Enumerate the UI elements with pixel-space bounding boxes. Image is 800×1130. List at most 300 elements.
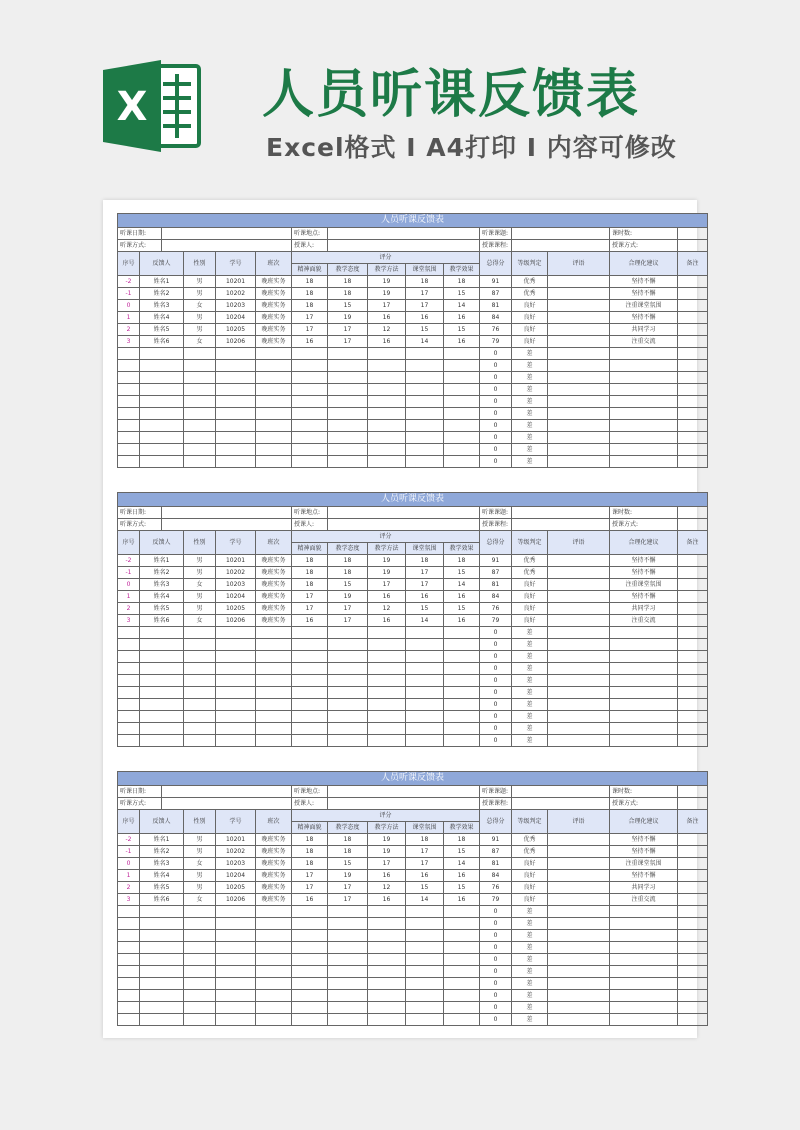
cell-id[interactable] xyxy=(216,918,256,930)
cell-s5[interactable] xyxy=(444,723,480,735)
cell-s2[interactable] xyxy=(328,966,368,978)
cell-comment[interactable] xyxy=(548,384,610,396)
cell-id[interactable] xyxy=(216,966,256,978)
cell-s2[interactable] xyxy=(328,348,368,360)
cell-s3[interactable] xyxy=(368,675,406,687)
cell-s3[interactable] xyxy=(368,954,406,966)
cell-suggest[interactable] xyxy=(610,978,678,990)
cell-s2[interactable] xyxy=(328,930,368,942)
cell-s3[interactable] xyxy=(368,918,406,930)
cell-id[interactable] xyxy=(216,942,256,954)
cell-id[interactable] xyxy=(216,954,256,966)
cell-s5[interactable] xyxy=(444,675,480,687)
cell-s5[interactable] xyxy=(444,699,480,711)
cell-id[interactable] xyxy=(216,651,256,663)
cell-s1[interactable] xyxy=(292,699,328,711)
cell-seq[interactable] xyxy=(118,360,140,372)
cell-suggest[interactable] xyxy=(610,735,678,747)
cell-s3[interactable] xyxy=(368,906,406,918)
cell-id[interactable] xyxy=(216,396,256,408)
cell-comment[interactable] xyxy=(548,300,610,312)
cell-s4[interactable] xyxy=(406,966,444,978)
cell-name[interactable] xyxy=(140,906,184,918)
cell-gender[interactable] xyxy=(184,420,216,432)
cell-s4[interactable] xyxy=(406,918,444,930)
cell-suggest[interactable] xyxy=(610,966,678,978)
cell-s5[interactable] xyxy=(444,966,480,978)
info-place-value[interactable] xyxy=(328,786,480,798)
cell-s2[interactable] xyxy=(328,456,368,468)
cell-note[interactable] xyxy=(678,990,708,1002)
cell-note[interactable] xyxy=(678,276,708,288)
cell-id[interactable] xyxy=(216,930,256,942)
cell-name[interactable] xyxy=(140,384,184,396)
cell-comment[interactable] xyxy=(548,723,610,735)
cell-s4[interactable] xyxy=(406,723,444,735)
cell-comment[interactable] xyxy=(548,954,610,966)
info-course-value[interactable] xyxy=(512,798,610,810)
cell-comment[interactable] xyxy=(548,348,610,360)
cell-s2[interactable] xyxy=(328,1002,368,1014)
cell-s2[interactable] xyxy=(328,735,368,747)
cell-suggest[interactable] xyxy=(610,687,678,699)
cell-s4[interactable] xyxy=(406,699,444,711)
cell-s1[interactable] xyxy=(292,372,328,384)
cell-note[interactable] xyxy=(678,894,708,906)
cell-note[interactable] xyxy=(678,651,708,663)
cell-gender[interactable] xyxy=(184,627,216,639)
cell-comment[interactable] xyxy=(548,846,610,858)
cell-s5[interactable] xyxy=(444,348,480,360)
cell-suggest[interactable] xyxy=(610,663,678,675)
cell-suggest[interactable] xyxy=(610,384,678,396)
cell-suggest[interactable] xyxy=(610,348,678,360)
info-hours-value[interactable] xyxy=(678,786,708,798)
cell-s1[interactable] xyxy=(292,990,328,1002)
cell-comment[interactable] xyxy=(548,930,610,942)
cell-id[interactable] xyxy=(216,687,256,699)
cell-comment[interactable] xyxy=(548,276,610,288)
cell-suggest[interactable] xyxy=(610,930,678,942)
cell-s4[interactable] xyxy=(406,384,444,396)
cell-s3[interactable] xyxy=(368,990,406,1002)
cell-class[interactable] xyxy=(256,372,292,384)
cell-id[interactable] xyxy=(216,978,256,990)
cell-class[interactable] xyxy=(256,918,292,930)
cell-s5[interactable] xyxy=(444,663,480,675)
cell-s2[interactable] xyxy=(328,942,368,954)
cell-s1[interactable] xyxy=(292,1014,328,1026)
cell-s5[interactable] xyxy=(444,456,480,468)
cell-note[interactable] xyxy=(678,882,708,894)
info-teach-method-value[interactable] xyxy=(678,240,708,252)
cell-seq[interactable] xyxy=(118,954,140,966)
cell-suggest[interactable] xyxy=(610,639,678,651)
cell-s1[interactable] xyxy=(292,348,328,360)
cell-s4[interactable] xyxy=(406,396,444,408)
cell-id[interactable] xyxy=(216,408,256,420)
cell-name[interactable] xyxy=(140,942,184,954)
cell-name[interactable] xyxy=(140,408,184,420)
cell-note[interactable] xyxy=(678,930,708,942)
cell-class[interactable] xyxy=(256,930,292,942)
cell-name[interactable] xyxy=(140,918,184,930)
cell-s2[interactable] xyxy=(328,627,368,639)
cell-seq[interactable] xyxy=(118,651,140,663)
cell-comment[interactable] xyxy=(548,456,610,468)
cell-note[interactable] xyxy=(678,723,708,735)
cell-note[interactable] xyxy=(678,978,708,990)
cell-s5[interactable] xyxy=(444,420,480,432)
cell-suggest[interactable] xyxy=(610,1014,678,1026)
cell-s5[interactable] xyxy=(444,918,480,930)
cell-id[interactable] xyxy=(216,639,256,651)
cell-seq[interactable] xyxy=(118,699,140,711)
cell-s4[interactable] xyxy=(406,627,444,639)
cell-suggest[interactable] xyxy=(610,372,678,384)
cell-gender[interactable] xyxy=(184,384,216,396)
cell-s4[interactable] xyxy=(406,651,444,663)
cell-seq[interactable] xyxy=(118,675,140,687)
cell-note[interactable] xyxy=(678,360,708,372)
cell-gender[interactable] xyxy=(184,651,216,663)
cell-s1[interactable] xyxy=(292,432,328,444)
info-method-value[interactable] xyxy=(162,519,292,531)
cell-gender[interactable] xyxy=(184,699,216,711)
cell-name[interactable] xyxy=(140,990,184,1002)
cell-id[interactable] xyxy=(216,735,256,747)
cell-comment[interactable] xyxy=(548,420,610,432)
cell-s1[interactable] xyxy=(292,627,328,639)
cell-note[interactable] xyxy=(678,687,708,699)
cell-class[interactable] xyxy=(256,651,292,663)
cell-note[interactable] xyxy=(678,324,708,336)
cell-class[interactable] xyxy=(256,360,292,372)
cell-class[interactable] xyxy=(256,408,292,420)
cell-s1[interactable] xyxy=(292,663,328,675)
cell-s4[interactable] xyxy=(406,906,444,918)
cell-s5[interactable] xyxy=(444,384,480,396)
cell-s1[interactable] xyxy=(292,651,328,663)
cell-class[interactable] xyxy=(256,1014,292,1026)
cell-gender[interactable] xyxy=(184,723,216,735)
cell-s2[interactable] xyxy=(328,408,368,420)
cell-s3[interactable] xyxy=(368,930,406,942)
cell-comment[interactable] xyxy=(548,834,610,846)
cell-name[interactable] xyxy=(140,711,184,723)
cell-note[interactable] xyxy=(678,288,708,300)
cell-gender[interactable] xyxy=(184,711,216,723)
cell-s5[interactable] xyxy=(444,444,480,456)
info-course-value[interactable] xyxy=(512,519,610,531)
cell-s4[interactable] xyxy=(406,675,444,687)
cell-comment[interactable] xyxy=(548,663,610,675)
cell-s5[interactable] xyxy=(444,408,480,420)
cell-comment[interactable] xyxy=(548,675,610,687)
cell-s1[interactable] xyxy=(292,408,328,420)
cell-seq[interactable] xyxy=(118,444,140,456)
cell-s2[interactable] xyxy=(328,384,368,396)
cell-class[interactable] xyxy=(256,456,292,468)
cell-gender[interactable] xyxy=(184,735,216,747)
cell-s5[interactable] xyxy=(444,360,480,372)
cell-gender[interactable] xyxy=(184,1002,216,1014)
cell-suggest[interactable] xyxy=(610,918,678,930)
cell-seq[interactable] xyxy=(118,372,140,384)
cell-s5[interactable] xyxy=(444,711,480,723)
cell-name[interactable] xyxy=(140,978,184,990)
cell-seq[interactable] xyxy=(118,990,140,1002)
cell-seq[interactable] xyxy=(118,396,140,408)
cell-gender[interactable] xyxy=(184,1014,216,1026)
cell-comment[interactable] xyxy=(548,603,610,615)
cell-suggest[interactable] xyxy=(610,651,678,663)
cell-note[interactable] xyxy=(678,348,708,360)
cell-name[interactable] xyxy=(140,396,184,408)
cell-s1[interactable] xyxy=(292,942,328,954)
cell-s1[interactable] xyxy=(292,687,328,699)
cell-id[interactable] xyxy=(216,723,256,735)
cell-note[interactable] xyxy=(678,384,708,396)
cell-gender[interactable] xyxy=(184,663,216,675)
cell-s2[interactable] xyxy=(328,372,368,384)
cell-suggest[interactable] xyxy=(610,942,678,954)
info-method-value[interactable] xyxy=(162,240,292,252)
cell-s5[interactable] xyxy=(444,627,480,639)
cell-s2[interactable] xyxy=(328,978,368,990)
cell-s3[interactable] xyxy=(368,942,406,954)
cell-class[interactable] xyxy=(256,627,292,639)
cell-seq[interactable] xyxy=(118,930,140,942)
info-date-value[interactable] xyxy=(162,507,292,519)
cell-note[interactable] xyxy=(678,954,708,966)
cell-class[interactable] xyxy=(256,978,292,990)
cell-s2[interactable] xyxy=(328,663,368,675)
cell-note[interactable] xyxy=(678,396,708,408)
cell-gender[interactable] xyxy=(184,687,216,699)
info-place-value[interactable] xyxy=(328,228,480,240)
cell-name[interactable] xyxy=(140,348,184,360)
cell-gender[interactable] xyxy=(184,348,216,360)
cell-seq[interactable] xyxy=(118,432,140,444)
cell-id[interactable] xyxy=(216,990,256,1002)
cell-s3[interactable] xyxy=(368,1002,406,1014)
cell-note[interactable] xyxy=(678,663,708,675)
cell-gender[interactable] xyxy=(184,396,216,408)
cell-seq[interactable] xyxy=(118,1002,140,1014)
cell-s5[interactable] xyxy=(444,651,480,663)
cell-class[interactable] xyxy=(256,942,292,954)
cell-id[interactable] xyxy=(216,627,256,639)
cell-gender[interactable] xyxy=(184,372,216,384)
cell-seq[interactable] xyxy=(118,420,140,432)
cell-s3[interactable] xyxy=(368,372,406,384)
cell-s1[interactable] xyxy=(292,396,328,408)
cell-comment[interactable] xyxy=(548,579,610,591)
cell-note[interactable] xyxy=(678,711,708,723)
cell-id[interactable] xyxy=(216,348,256,360)
info-date-value[interactable] xyxy=(162,786,292,798)
cell-name[interactable] xyxy=(140,687,184,699)
info-hours-value[interactable] xyxy=(678,507,708,519)
info-method-value[interactable] xyxy=(162,798,292,810)
info-teacher-value[interactable] xyxy=(328,798,480,810)
info-topic-value[interactable] xyxy=(512,507,610,519)
cell-s2[interactable] xyxy=(328,918,368,930)
cell-id[interactable] xyxy=(216,1014,256,1026)
cell-seq[interactable] xyxy=(118,735,140,747)
cell-seq[interactable] xyxy=(118,456,140,468)
cell-s4[interactable] xyxy=(406,663,444,675)
cell-s5[interactable] xyxy=(444,396,480,408)
cell-s1[interactable] xyxy=(292,639,328,651)
cell-s5[interactable] xyxy=(444,954,480,966)
cell-seq[interactable] xyxy=(118,906,140,918)
cell-s4[interactable] xyxy=(406,639,444,651)
cell-suggest[interactable] xyxy=(610,444,678,456)
cell-class[interactable] xyxy=(256,444,292,456)
cell-s3[interactable] xyxy=(368,663,406,675)
cell-class[interactable] xyxy=(256,723,292,735)
cell-s4[interactable] xyxy=(406,978,444,990)
cell-s5[interactable] xyxy=(444,978,480,990)
cell-suggest[interactable] xyxy=(610,456,678,468)
cell-class[interactable] xyxy=(256,396,292,408)
cell-s1[interactable] xyxy=(292,456,328,468)
cell-s3[interactable] xyxy=(368,396,406,408)
cell-gender[interactable] xyxy=(184,444,216,456)
cell-seq[interactable] xyxy=(118,918,140,930)
cell-s1[interactable] xyxy=(292,918,328,930)
cell-note[interactable] xyxy=(678,675,708,687)
cell-s3[interactable] xyxy=(368,699,406,711)
cell-s2[interactable] xyxy=(328,639,368,651)
cell-class[interactable] xyxy=(256,711,292,723)
cell-seq[interactable] xyxy=(118,627,140,639)
cell-s4[interactable] xyxy=(406,735,444,747)
cell-name[interactable] xyxy=(140,651,184,663)
cell-gender[interactable] xyxy=(184,456,216,468)
cell-s2[interactable] xyxy=(328,699,368,711)
cell-s1[interactable] xyxy=(292,420,328,432)
cell-s5[interactable] xyxy=(444,942,480,954)
cell-s3[interactable] xyxy=(368,432,406,444)
info-course-value[interactable] xyxy=(512,240,610,252)
cell-s2[interactable] xyxy=(328,687,368,699)
cell-comment[interactable] xyxy=(548,288,610,300)
cell-suggest[interactable] xyxy=(610,432,678,444)
cell-comment[interactable] xyxy=(548,408,610,420)
cell-s1[interactable] xyxy=(292,978,328,990)
cell-suggest[interactable] xyxy=(610,675,678,687)
cell-class[interactable] xyxy=(256,735,292,747)
cell-note[interactable] xyxy=(678,906,708,918)
cell-id[interactable] xyxy=(216,711,256,723)
cell-s4[interactable] xyxy=(406,432,444,444)
cell-note[interactable] xyxy=(678,408,708,420)
cell-note[interactable] xyxy=(678,432,708,444)
cell-seq[interactable] xyxy=(118,1014,140,1026)
cell-note[interactable] xyxy=(678,858,708,870)
cell-gender[interactable] xyxy=(184,990,216,1002)
info-teacher-value[interactable] xyxy=(328,519,480,531)
cell-note[interactable] xyxy=(678,444,708,456)
cell-note[interactable] xyxy=(678,942,708,954)
cell-note[interactable] xyxy=(678,639,708,651)
cell-id[interactable] xyxy=(216,432,256,444)
cell-suggest[interactable] xyxy=(610,990,678,1002)
cell-s2[interactable] xyxy=(328,954,368,966)
cell-name[interactable] xyxy=(140,360,184,372)
cell-note[interactable] xyxy=(678,603,708,615)
cell-class[interactable] xyxy=(256,966,292,978)
cell-seq[interactable] xyxy=(118,408,140,420)
cell-class[interactable] xyxy=(256,420,292,432)
cell-comment[interactable] xyxy=(548,1014,610,1026)
cell-name[interactable] xyxy=(140,420,184,432)
cell-comment[interactable] xyxy=(548,591,610,603)
cell-comment[interactable] xyxy=(548,396,610,408)
cell-comment[interactable] xyxy=(548,942,610,954)
cell-comment[interactable] xyxy=(548,627,610,639)
info-teach-method-value[interactable] xyxy=(678,519,708,531)
cell-s1[interactable] xyxy=(292,444,328,456)
cell-seq[interactable] xyxy=(118,348,140,360)
cell-s3[interactable] xyxy=(368,627,406,639)
cell-name[interactable] xyxy=(140,954,184,966)
cell-s4[interactable] xyxy=(406,420,444,432)
cell-s3[interactable] xyxy=(368,348,406,360)
cell-s3[interactable] xyxy=(368,639,406,651)
cell-s2[interactable] xyxy=(328,723,368,735)
cell-seq[interactable] xyxy=(118,711,140,723)
cell-comment[interactable] xyxy=(548,990,610,1002)
cell-gender[interactable] xyxy=(184,408,216,420)
cell-id[interactable] xyxy=(216,663,256,675)
cell-seq[interactable] xyxy=(118,723,140,735)
cell-note[interactable] xyxy=(678,336,708,348)
cell-gender[interactable] xyxy=(184,966,216,978)
cell-name[interactable] xyxy=(140,663,184,675)
cell-comment[interactable] xyxy=(548,615,610,627)
cell-class[interactable] xyxy=(256,1002,292,1014)
cell-comment[interactable] xyxy=(548,966,610,978)
cell-class[interactable] xyxy=(256,687,292,699)
cell-s4[interactable] xyxy=(406,711,444,723)
cell-suggest[interactable] xyxy=(610,906,678,918)
cell-s1[interactable] xyxy=(292,954,328,966)
cell-comment[interactable] xyxy=(548,870,610,882)
cell-name[interactable] xyxy=(140,675,184,687)
cell-name[interactable] xyxy=(140,1014,184,1026)
cell-s3[interactable] xyxy=(368,384,406,396)
cell-seq[interactable] xyxy=(118,978,140,990)
cell-class[interactable] xyxy=(256,699,292,711)
cell-comment[interactable] xyxy=(548,978,610,990)
cell-id[interactable] xyxy=(216,360,256,372)
cell-class[interactable] xyxy=(256,639,292,651)
cell-seq[interactable] xyxy=(118,966,140,978)
cell-class[interactable] xyxy=(256,954,292,966)
cell-id[interactable] xyxy=(216,444,256,456)
cell-gender[interactable] xyxy=(184,930,216,942)
cell-note[interactable] xyxy=(678,870,708,882)
cell-s2[interactable] xyxy=(328,1014,368,1026)
cell-s3[interactable] xyxy=(368,1014,406,1026)
cell-s3[interactable] xyxy=(368,735,406,747)
cell-s5[interactable] xyxy=(444,1002,480,1014)
cell-suggest[interactable] xyxy=(610,954,678,966)
